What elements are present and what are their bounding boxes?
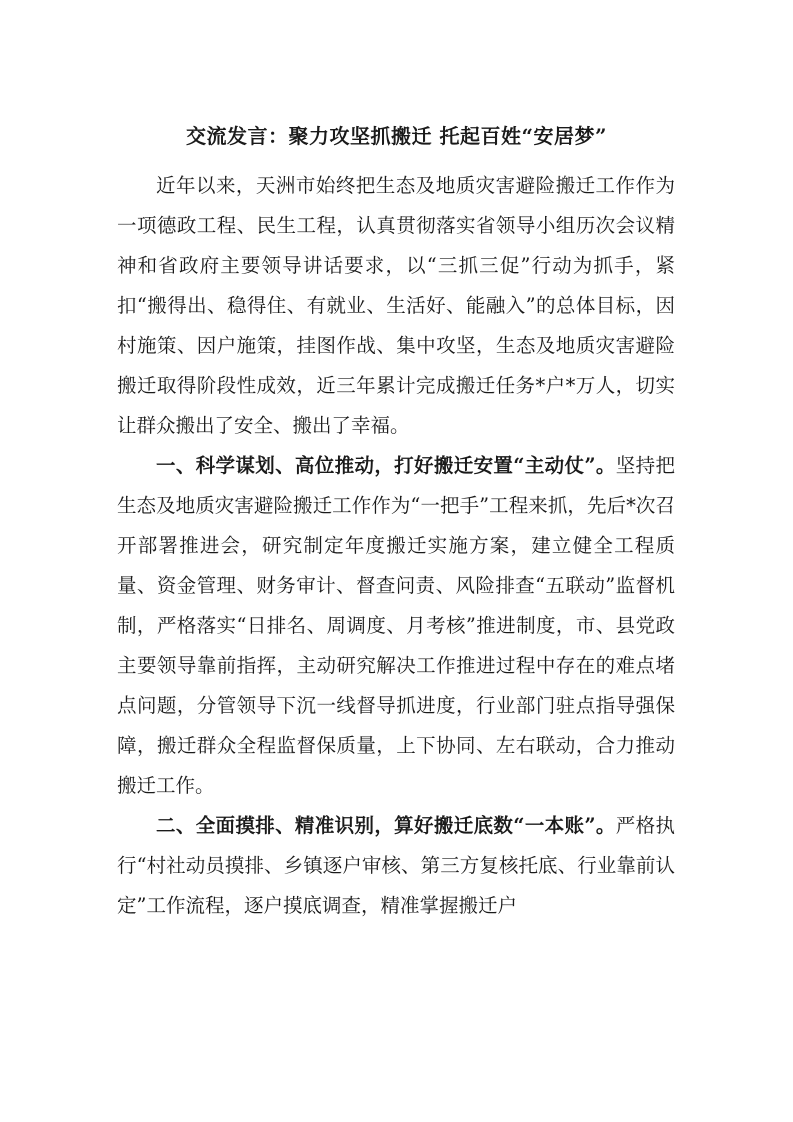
document-title: 交流发言：聚力攻坚抓搬迁 托起百姓“安居梦”	[186, 124, 607, 148]
section-2-heading: 二、全面摸排、精准识别，算好搬迁底数“一本账”。	[156, 814, 616, 837]
section-1-paragraph	[117, 446, 675, 806]
document-body	[117, 166, 675, 926]
section-1-heading: 一、科学谋划、高位推动，打好搬迁安置“主动仗”。	[156, 454, 616, 477]
section-2-paragraph	[117, 806, 675, 926]
intro-paragraph: 近年以来，天洲市始终把生态及地质灾害避险搬迁工作作为一项德政工程、民生工程，认真贯彻落实省领导小组历次会议精神和省政府主要领导讲话要求，以“三抓三促”行动为抓手，紧扣“搬得出、稳得住、有就业、生活好、能融入”的总体目标，因村施策、因户施策，挂图作战、集中攻坚，生态及地质灾害避险搬迁取得阶段性成效，近三年累计完成搬迁任务*户*万人，切实让群众搬出了安全、搬出了幸福。	[117, 174, 675, 437]
section-1-text: 坚持把生态及地质灾害避险搬迁工作作为“一把手”工程来抓，先后*次召开部署推进会，研究制定年度搬迁实施方案，建立健全工程质量、资金管理、财务审计、督查问责、风险排查“五联动”监督机制，严格落实“日排名、周调度、月考核”推进制度，市、县党政主要领导靠前指挥，主动研究解决工作推进过程中存在的难点堵点问题，分管领导下沉一线督导抓进度，行业部门驻点指导强保障，搬迁群众全程监督保质量，上下协同、左右联动，合力推动搬迁工作。	[117, 454, 675, 797]
section-2-text: 严格执行“村社动员摸排、乡镇逐户审核、第三方复核托底、行业靠前认定”工作流程，逐户摸底调查，精准掌握搬迁户	[117, 814, 675, 917]
